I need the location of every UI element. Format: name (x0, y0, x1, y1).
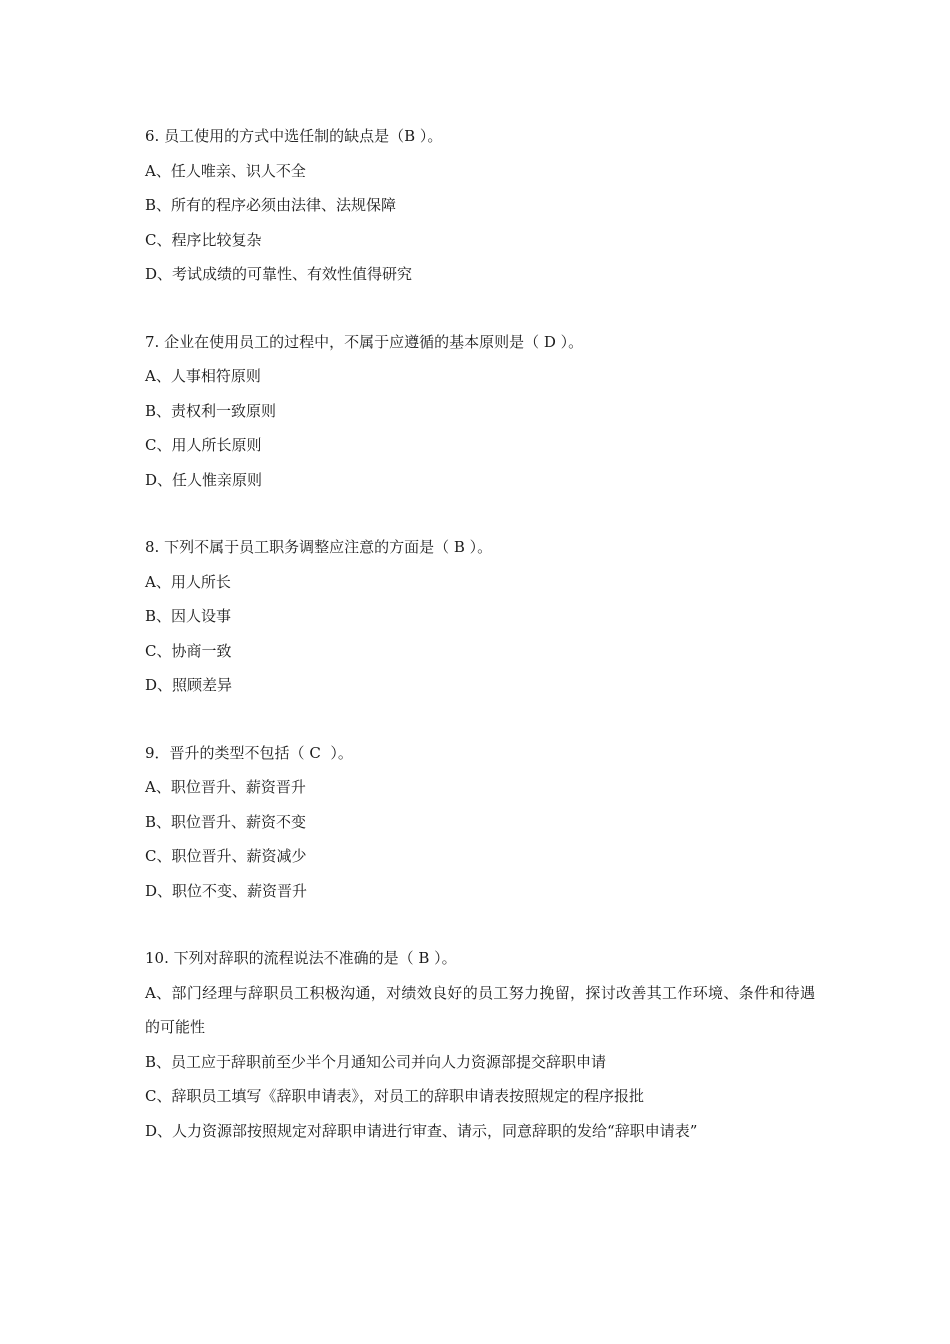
question-8 (145, 530, 815, 703)
question-9 (145, 736, 815, 909)
option-d: D、照顾差异 (145, 676, 233, 694)
option-c: C、辞职员工填写《辞职申请表》，对员工的辞职申请表按照规定的程序报批 (145, 1087, 644, 1105)
option-b: B、员工应于辞职前至少半个月通知公司并向人力资源部提交辞职申请 (145, 1052, 607, 1071)
option-c: C、协商一致 (145, 641, 232, 660)
option-a: A、人事相符原则 (145, 367, 261, 385)
question-stem: 10. 下列对辞职的流程说法不准确的是（ B ）。 (145, 949, 457, 967)
option-b: B、因人设事 (145, 607, 232, 625)
option-a: A、任人唯亲、识人不全 (145, 161, 306, 180)
question-stem: 7. 企业在使用员工的过程中，不属于应遵循的基本原则是（ D ）。 (145, 332, 584, 351)
option-c: C、程序比较复杂 (145, 230, 262, 249)
option-a: A、用人所长 (145, 572, 231, 591)
option-d: D、考试成绩的可靠性、有效性值得研究 (145, 265, 413, 283)
option-c: C、用人所长原则 (145, 436, 262, 454)
option-c: C、职位晋升、薪资减少 (145, 847, 307, 865)
option-b: B、责权利一致原则 (145, 401, 277, 420)
option-b: B、所有的程序必须由法律、法规保障 (145, 196, 397, 214)
option-a: A、职位晋升、薪资晋升 (145, 778, 306, 796)
option-d: D、任人惟亲原则 (145, 470, 263, 489)
question-10 (145, 941, 815, 1148)
question-7 (145, 325, 815, 498)
question-stem: 6. 员工使用的方式中选任制的缺点是（B ）。 (145, 127, 443, 145)
option-b: B、职位晋升、薪资不变 (145, 812, 307, 831)
option-d: D、职位不变、薪资晋升 (145, 881, 308, 900)
question-list (145, 119, 815, 1181)
question-stem: 9．晋升的类型不包括（ C ）。 (145, 743, 353, 762)
question-stem: 8. 下列不属于员工职务调整应注意的方面是（ B ）。 (145, 538, 493, 556)
option-d: D、人力资源部按照规定对辞职申请进行审查、请示，同意辞职的发给“辞职申请表” (145, 1121, 698, 1140)
question-6 (145, 119, 815, 292)
option-a: A、部门经理与辞职员工积极沟通，对绩效良好的员工努力挽留，探讨改善其工作环境、条件和待遇的可能性 (145, 983, 815, 1036)
